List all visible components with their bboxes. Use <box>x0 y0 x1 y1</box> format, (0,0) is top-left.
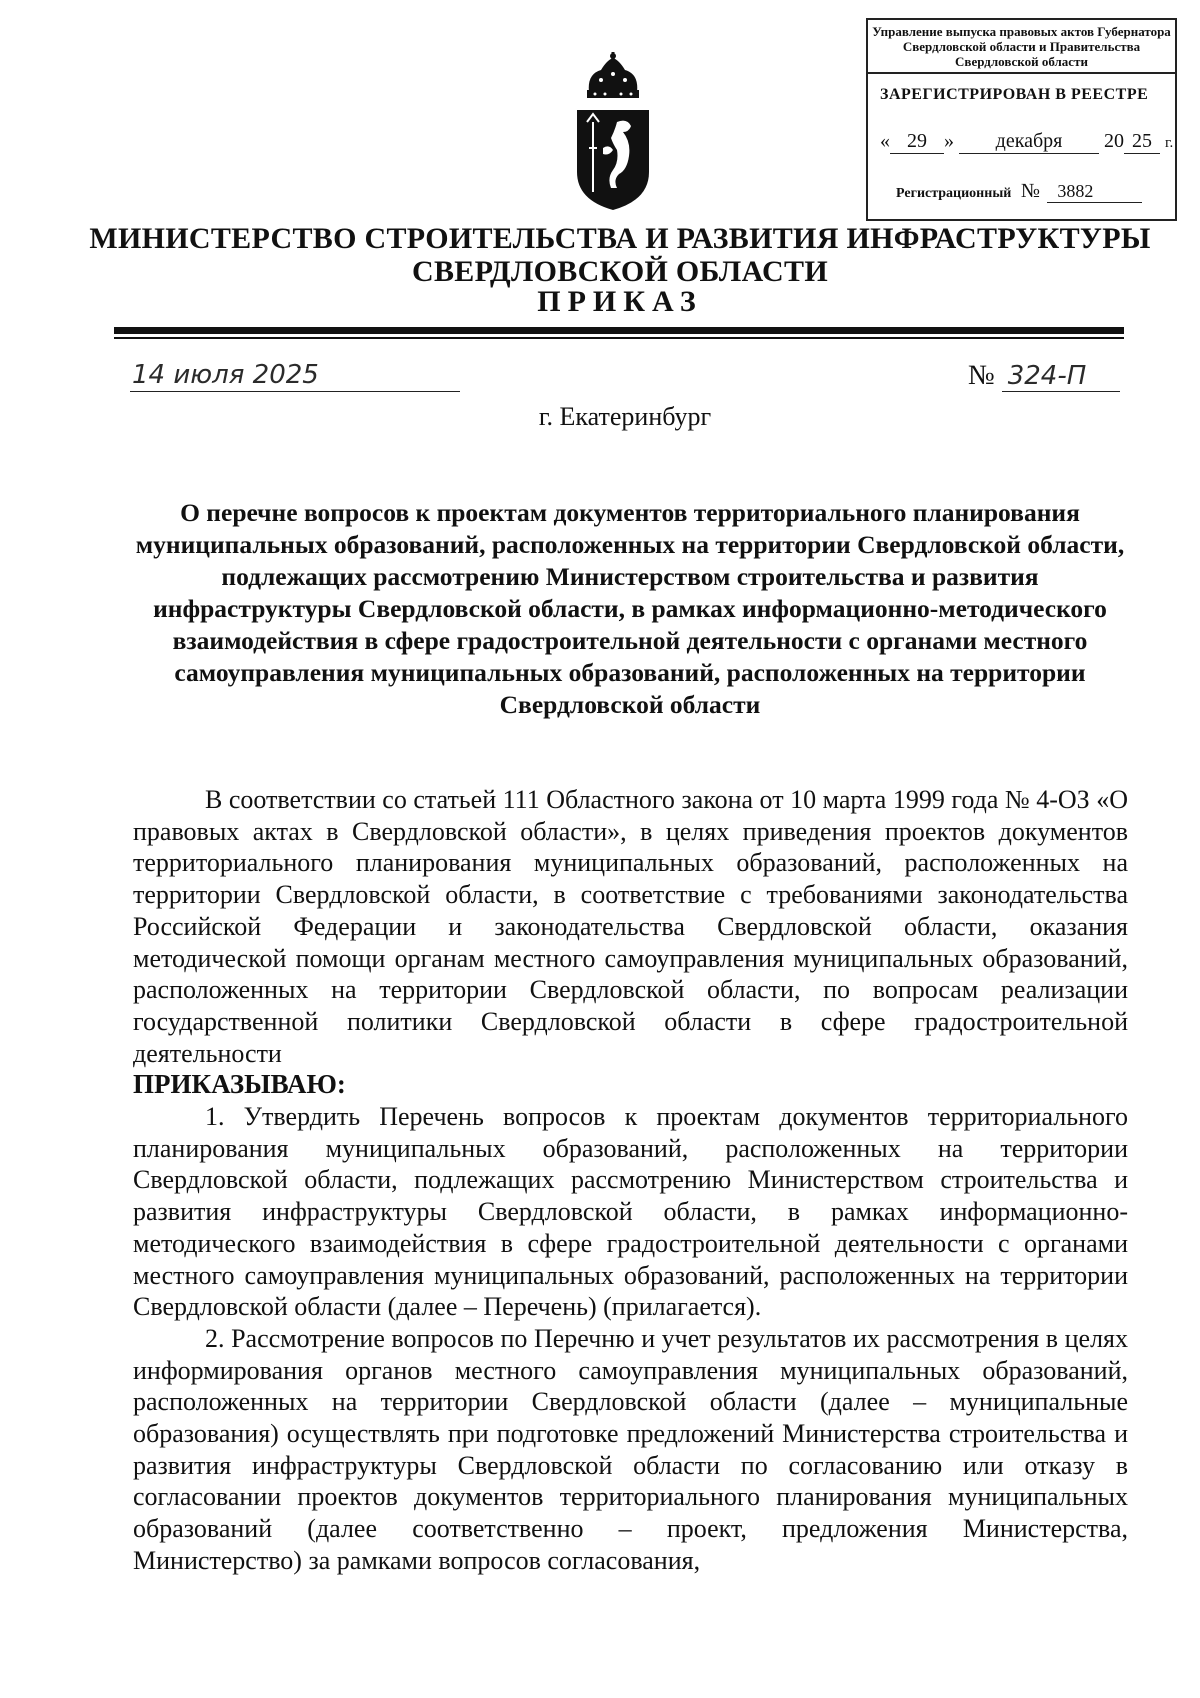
registry-stamp <box>866 18 1177 221</box>
stamp-number-row <box>896 180 1142 203</box>
city: г. Екатеринбург <box>538 402 712 431</box>
order-date: 14 июля 2025 <box>130 360 460 392</box>
document-title: О перечне вопросов к проектам документов территориального планирования муниципальных образований, расположенных на территории Свердловской области, подлежащих рассмотрению Министерством строительства и развития инфраструктуры Свердловской области, в рамках информационно-методического взаимодействия в сфере градостроительной деятельности с органами местного самоуправления муниципальных образований, расположенных на территории Свердловской области <box>135 498 1125 719</box>
stamp-registered-label: ЗАРЕГИСТРИРОВАН В РЕЕСТРЕ <box>880 86 1149 103</box>
stamp-year-suffix: 25 <box>1124 130 1160 154</box>
stamp-day: 29 <box>890 130 944 154</box>
ministry-name: МИНИСТЕРСТВО СТРОИТЕЛЬСТВА И РАЗВИТИЯ ИНФРАСТРУКТУРЫ СВЕРДЛОВСКОЙ ОБЛАСТИ <box>89 222 1151 288</box>
header-divider-thick <box>114 327 1124 334</box>
order-word: ПРИКАЗЫВАЮ: <box>133 1069 346 1100</box>
preamble-paragraph: В соответствии со статьей 111 Областного закона от 10 марта 1999 года № 4-ОЗ «О правовых актах в Свердловской области», в целях приведения проектов документов территориального планирования муниципальных образований, расположенных на территории Свердловской области, в соответствие с требованиями законодательства Российской Федерации и законодательства Свердловской области, оказания методической помощи органам местного самоуправления муниципальных образований, расположенных на территории Свердловской области, по вопросам реализации государственной политики Свердловской области в сфере градостроительной деятельности <box>133 785 1128 1068</box>
stamp-month: декабря <box>959 130 1099 154</box>
stamp-year-prefix: 20 <box>1104 130 1124 152</box>
number-sign: № <box>968 360 995 391</box>
item-2-paragraph: 2. Рассмотрение вопросов по Перечню и учет результатов их рассмотрения в целях информирования органов местного самоуправления муниципальных образований, расположенных на территории Свердловской области (далее – муниципальные образования) осуществлять при подготовке предложений Министерства строительства и развития инфраструктуры Свердловской области по согласованию или отказу в согласовании проектов документов территориального планирования муниципальных образований (далее соответственно – проект, предложения Министерства, Министерство) за рамками вопросов согласования, <box>133 1323 1128 1575</box>
document-body <box>133 784 1128 1577</box>
order-number-row <box>968 360 1120 392</box>
item-1-paragraph: 1. Утвердить Перечень вопросов к проектам документов территориального планирования муниципальных образований, расположенных на территории Свердловской области, подлежащих рассмотрению Министерством строительства и развития инфраструктуры Свердловской области, в рамках информационно-методического взаимодействия в сфере градостроительной деятельности с органами местного самоуправления муниципальных образований, расположенных на территории Свердловской области (далее – Перечень) (прилагается). <box>133 1102 1128 1322</box>
order-number: 324-П <box>1002 361 1120 392</box>
stamp-date: « 29 » декабря 20 25 г. <box>880 130 1174 152</box>
stamp-reg-number: 3882 <box>1047 181 1142 203</box>
stamp-no-sign: № <box>1020 180 1040 202</box>
header-divider-thin <box>114 337 1124 339</box>
stamp-header: Управление выпуска правовых актов Губернатора Свердловской области и Правительства Свердловской области <box>868 20 1175 74</box>
coat-of-arms-icon <box>573 52 653 212</box>
stamp-year-unit: г. <box>1165 135 1174 151</box>
stamp-reg-label: Регистрационный <box>896 186 1012 201</box>
document-type: ПРИКАЗ <box>537 285 703 318</box>
